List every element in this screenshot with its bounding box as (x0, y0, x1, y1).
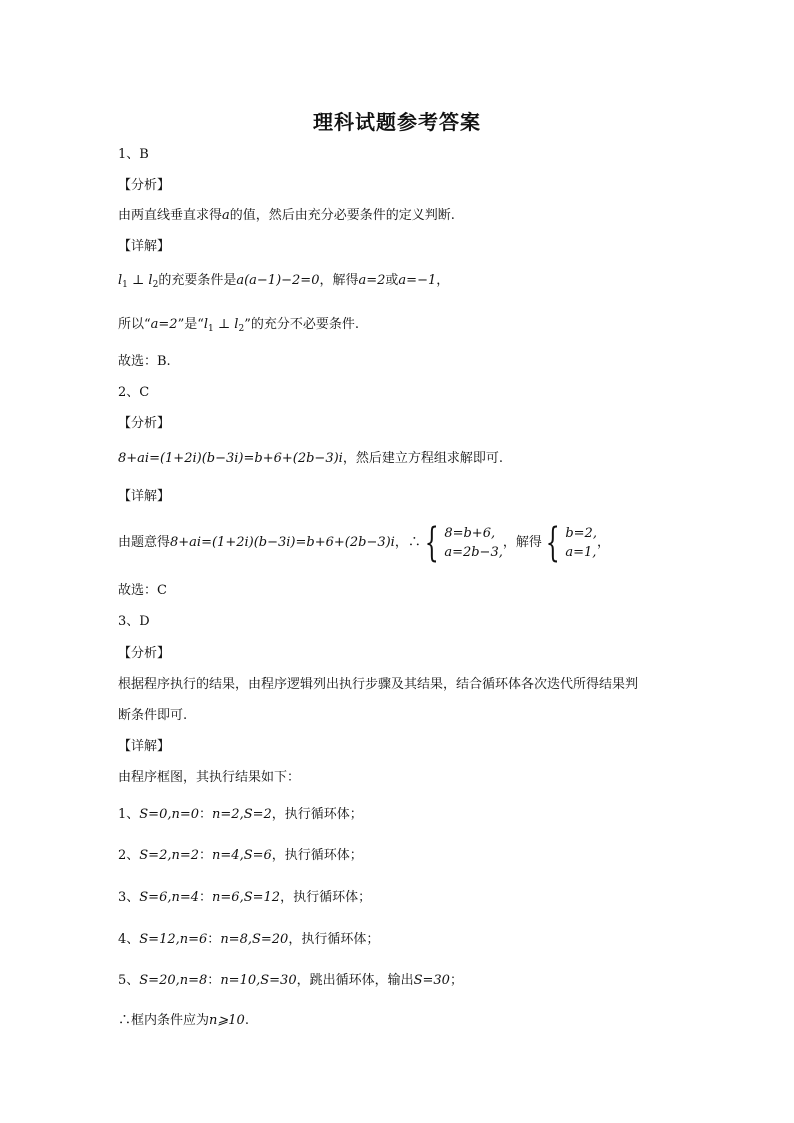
q3-detail-tag: 【详解】 (118, 739, 171, 754)
q2-system-1: { 8=b+6, a=2b−3, (424, 520, 503, 566)
q2-analysis-post: ，然后建立方程组求解即可. (342, 451, 503, 466)
step-action: ，跳出循环体，输出 (296, 973, 414, 988)
q2-system-2: { b=2, a=1, (545, 520, 597, 566)
q3-step: 1、S=0,n=0：n=2,S=2，执行循环体； (118, 807, 363, 822)
q1-d2-pre: 所以“ (118, 317, 151, 332)
step-end: ； (449, 973, 463, 988)
q2-d-end: ， (596, 535, 610, 550)
q3-analysis-line1: 根据程序执行的结果，由程序逻辑列出执行步骤及其结果，结合循环体各次迭代所得结果判 (118, 677, 639, 692)
q3-step: 2、S=2,n=2：n=4,S=6，执行循环体； (118, 848, 363, 863)
q2-detail-tag: 【详解】 (118, 489, 171, 504)
q1-d1-or: 或 (385, 273, 399, 288)
q2-sys2-a: b=2, (565, 526, 597, 541)
q2-d-therefore: ，∴ (394, 535, 421, 550)
q1-analysis-var: a (222, 208, 230, 223)
q2-answer: 故选：C (118, 583, 167, 598)
q1-d1-r1: a=2 (358, 273, 386, 288)
step-action: ，执行循环体； (271, 848, 363, 863)
q1-d2-post: ”的充分不必要条件. (244, 317, 359, 332)
q2-analysis (118, 450, 718, 468)
step-output: S=30 (413, 973, 450, 988)
q1-analysis (118, 207, 718, 225)
step-result: n=2,S=2 (212, 807, 272, 822)
q1-analysis-tag: 【分析】 (118, 178, 171, 193)
q2-sys1-b: a=2b−3, (444, 545, 503, 560)
step-result: n=4,S=6 (212, 848, 272, 863)
q3-number: 3、D (118, 614, 150, 629)
q1-answer: 故选：B. (118, 354, 171, 369)
q3-analysis-tag: 【分析】 (118, 646, 171, 661)
step-result: n=6,S=12 (212, 890, 281, 905)
page-title: 理科试题参考答案 (313, 110, 481, 134)
q3-step: 4、S=12,n=6：n=8,S=20，执行循环体； (118, 932, 380, 947)
q3-conclusion-end: . (244, 1013, 249, 1028)
q1-d2-eq: a=2 (150, 317, 178, 332)
step-action: ，执行循环体； (280, 890, 372, 905)
step-condition: S=20,n=8 (139, 973, 208, 988)
step-condition: S=12,n=6 (139, 932, 208, 947)
q3-intro: 由程序框图，其执行结果如下： (118, 770, 301, 785)
q2-d-solve: ，解得 (502, 535, 542, 550)
q1-number: 1、B (118, 147, 149, 162)
step-condition: S=6,n=4 (139, 890, 200, 905)
step-index: 2、 (118, 848, 140, 863)
q1-analysis-pre: 由两直线垂直求得 (118, 208, 223, 223)
step-result: n=10,S=30 (220, 973, 297, 988)
q2-sys1-a: 8=b+6, (444, 526, 496, 541)
q2-number: 2、C (118, 385, 150, 400)
step-index: 5、 (118, 973, 140, 988)
q1-d1-solve: ，解得 (319, 273, 359, 288)
q3-step: 3、S=6,n=4：n=6,S=12，执行循环体； (118, 890, 372, 905)
q1-perp-expr: $l_1$ ⊥ $l_2$ (118, 273, 159, 290)
q2-analysis-tag: 【分析】 (118, 416, 171, 431)
step-condition: S=0,n=0 (139, 807, 200, 822)
q1-d1-r2: a=−1 (398, 273, 437, 288)
step-index: 4、 (118, 932, 140, 947)
q1-d2-mid: ”是“ (177, 317, 204, 332)
step-result: n=8,S=20 (220, 932, 289, 947)
q1-detail-line2 (118, 316, 718, 338)
q1-detail-tag: 【详解】 (118, 239, 171, 254)
q2-detail (118, 522, 718, 564)
q2-sys2-b: a=1, (565, 545, 597, 560)
step-index: 3、 (118, 890, 140, 905)
q1-d2-perp: $l_1$ ⊥ $l_2$ (203, 317, 245, 334)
q1-d1-cond: 的充要条件是 (158, 273, 237, 288)
q1-d1-eq: a(a−1)−2=0 (236, 273, 320, 288)
q3-step: 5、S=20,n=8：n=10,S=30，跳出循环体，输出S=30； (118, 973, 463, 988)
q1-d1-end: ， (436, 273, 450, 288)
q1-analysis-post: 的值，然后由充分必要条件的定义判断. (229, 208, 455, 223)
step-condition: S=2,n=2 (139, 848, 200, 863)
step-action: ，执行循环体； (271, 807, 363, 822)
step-index: 1、 (118, 807, 140, 822)
q2-analysis-eq: 8+ai=(1+2i)(b−3i)=b+6+(2b−3)i (118, 451, 343, 466)
q3-conclusion (118, 1012, 718, 1030)
q3-conclusion-pre: ∴框内条件应为 (118, 1013, 210, 1028)
step-action: ，执行循环体； (288, 932, 380, 947)
q1-detail-line1 (118, 272, 718, 294)
q3-analysis-line2: 断条件即可. (118, 708, 188, 723)
q2-d-eq: 8+ai=(1+2i)(b−3i)=b+6+(2b−3)i (170, 535, 395, 550)
q2-d-pre: 由题意得 (118, 535, 171, 550)
q3-conclusion-eq: n⩾10 (209, 1013, 245, 1028)
